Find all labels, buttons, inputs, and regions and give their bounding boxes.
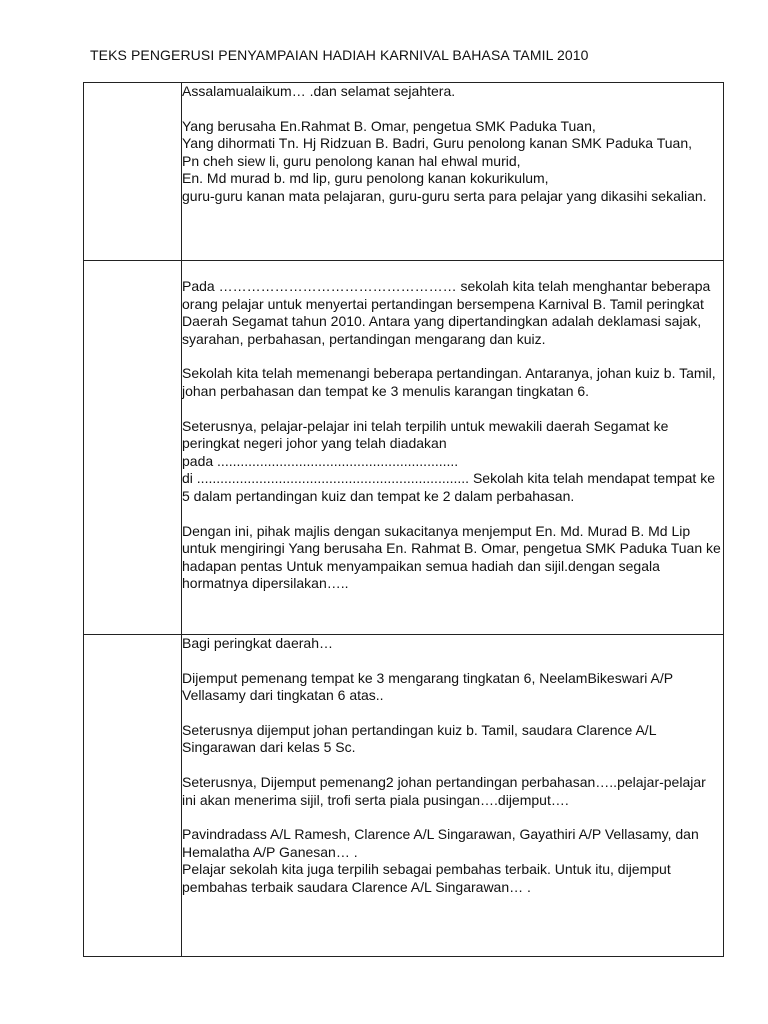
document-title: TEKS PENGERUSI PENYAMPAIAN HADIAH KARNIVAL BAHASA TAMIL 2010 — [90, 47, 589, 63]
paragraph: Assalamualaikum… .dan selamat sejahtera. — [182, 83, 456, 99]
paragraph: Seterusnya, pelajar-pelajar ini telah terpilih untuk mewakili daerah Segamat ke peringkat negeri johor yang telah diadakan pada .............................................................. di ...................................................................... Sekolah kita telah mendapat tempat ke 5 dalam pertandingan kuiz dan tempat ke 2 dalam perbahasan. — [182, 417, 715, 504]
left-cell — [84, 261, 182, 635]
paragraph: Sekolah kita telah memenangi beberapa pertandingan. Antaranya, johan kuiz b. Tamil, johan perbahasan dan tempat ke 3 menulis karangan tingkatan 6. — [182, 365, 720, 399]
left-cell — [84, 635, 182, 957]
table-row — [84, 261, 724, 635]
script-table — [83, 82, 724, 957]
paragraph: Dengan ini, pihak majlis dengan sukacitanya menjemput En. Md. Murad B. Md Lip untuk mengiringi Yang berusaha En. Rahmat B. Omar, pengetua SMK Paduka Tuan ke hadapan pentas Untuk menyampaikan semua hadiah dan sijil.dengan segala hormatnya dipersilakan….. — [182, 522, 725, 592]
paragraph: Seterusnya dijemput johan pertandingan kuiz b. Tamil, saudara Clarence A/L Singarawan dari kelas 5 Sc. — [182, 721, 660, 756]
paragraph: Seterusnya, Dijemput pemenang2 johan pertandingan perbahasan…..pelajar-pelajar ini akan menerima sijil, trofi serta piala pusingan….dijemput…. — [182, 773, 710, 808]
paragraph: Pada …………………………………………… sekolah kita telah menghantar beberapa orang pelajar untuk menyertai pertandingan bersempena Karnival B. Tamil peringkat Daerah Segamat tahun 2010. Antara yang dipertandingkan adalah deklamasi sajak, syarahan, perbahasan, pertandingan mengarang dan kuiz. — [182, 278, 715, 347]
paragraph: Bagi peringkat daerah… — [182, 635, 333, 651]
paragraph: Dijemput pemenang tempat ke 3 mengarang tingkatan 6, NeelamBikeswari A/P Vellasamy dari tingkatan 6 atas.. — [182, 669, 677, 704]
table-row — [84, 635, 724, 957]
left-cell — [84, 83, 182, 261]
right-cell — [182, 83, 724, 261]
table-row — [84, 83, 724, 261]
paragraph: Pavindradass A/L Ramesh, Clarence A/L Singarawan, Gayathiri A/P Vellasamy, dan Hemalatha A/P Ganesan… . Pelajar sekolah kita juga terpilih sebagai pembahas terbaik. Untuk itu, dijemput pembahas terbaik saudara Clarence A/L Singarawan… . — [182, 826, 699, 895]
right-cell — [182, 635, 724, 957]
right-cell — [182, 261, 724, 635]
paragraph: Yang berusaha En.Rahmat B. Omar, pengetua SMK Paduka Tuan, Yang dihormati Tn. Hj Ridzuan B. Badri, Guru penolong kanan SMK Paduka Tuan, Pn cheh siew li, guru penolong kanan hal ehwal murid, En. Md murad b. md lip, guru penolong kanan kokurikulum, guru-guru kanan mata pelajaran, guru-guru serta para pelajar yang dikasihi sekalian. — [182, 117, 707, 204]
